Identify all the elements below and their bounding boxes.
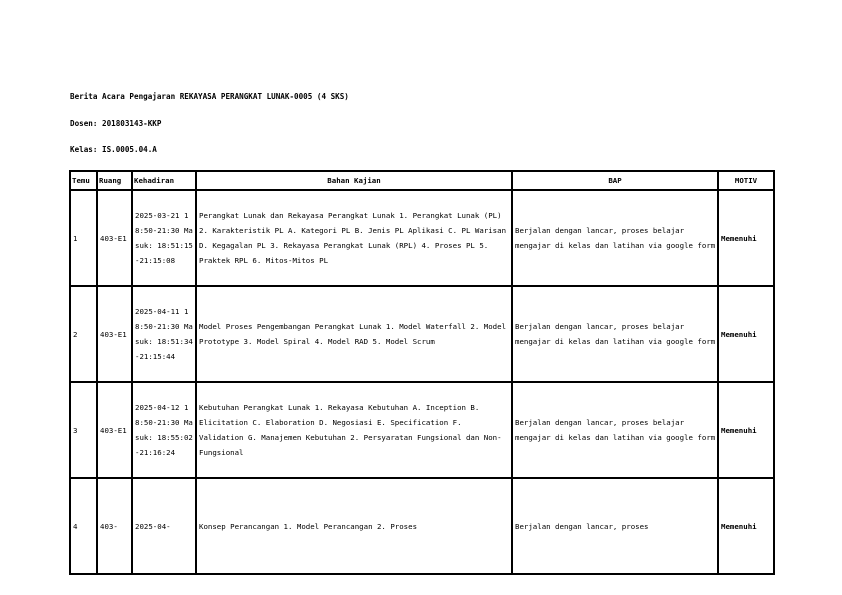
cell-kehadiran: 2025-04-11 18:50-21:30 Masuk: 18:51:34 -21:15:44 <box>133 287 197 383</box>
cell-temu: 2 <box>71 287 98 383</box>
table-row <box>71 191 775 287</box>
cell-motiv: Memenuhi <box>719 383 775 479</box>
table-header-row <box>71 172 775 191</box>
cell-bahan-kajian: Perangkat Lunak dan Rekayasa Perangkat Lunak 1. Perangkat Lunak (PL) 2. Karakteristik PL A. Kategori PL B. Jenis PL Aplikasi C. PL Warisan D. Kegagalan PL 3. Rekayasa Perangkat Lunak (RPL) 4. Proses PL 5. Praktek RPL 6. Mitos-Mitos PL <box>197 191 513 287</box>
column-header-motiv: MOTIV <box>719 172 775 191</box>
cell-temu: 3 <box>71 383 98 479</box>
cell-motiv: Memenuhi <box>719 287 775 383</box>
cell-bap: Berjalan dengan lancar, proses <box>513 479 719 575</box>
table-row <box>71 479 775 575</box>
cell-kehadiran: 2025-03-21 18:50-21:30 Masuk: 18:51:15 -21:15:08 <box>133 191 197 287</box>
cell-ruang: 403- <box>98 479 133 575</box>
cell-bap: Berjalan dengan lancar, proses belajar mengajar di kelas dan latihan via google form <box>513 287 719 383</box>
table-row <box>71 383 775 479</box>
cell-ruang: 403-E1 <box>98 287 133 383</box>
cell-bahan-kajian: Model Proses Pengembangan Perangkat Lunak 1. Model Waterfall 2. Model Prototype 3. Model Spiral 4. Model RAD 5. Model Scrum <box>197 287 513 383</box>
table-row <box>71 287 775 383</box>
cell-kehadiran: 2025-04-12 18:50-21:30 Masuk: 18:55:02 -21:16:24 <box>133 383 197 479</box>
cell-temu: 1 <box>71 191 98 287</box>
cell-kehadiran: 2025-04- <box>133 479 197 575</box>
cell-ruang: 403-E1 <box>98 191 133 287</box>
lecturer-line: Dosen: 201803143-KKP <box>70 119 162 128</box>
cell-motiv: Memenuhi <box>719 191 775 287</box>
cell-temu: 4 <box>71 479 98 575</box>
class-line: Kelas: IS.0005.04.A <box>70 145 157 154</box>
teaching-log-table <box>69 170 775 575</box>
cell-bahan-kajian: Konsep Perancangan 1. Model Perancangan 2. Proses <box>197 479 513 575</box>
cell-bap: Berjalan dengan lancar, proses belajar mengajar di kelas dan latihan via google form <box>513 383 719 479</box>
cell-bahan-kajian: Kebutuhan Perangkat Lunak 1. Rekayasa Kebutuhan A. Inception B. Elicitation C. Elaboration D. Negosiasi E. Specification F. Validation G. Manajemen Kebutuhan 2. Persyaratan Fungsional dan Non-Fungsional <box>197 383 513 479</box>
cell-ruang: 403-E1 <box>98 383 133 479</box>
column-header-temu: Temu <box>71 172 98 191</box>
document-title: Berita Acara Pengajaran REKAYASA PERANGKAT LUNAK-0005 (4 SKS) <box>70 92 349 101</box>
cell-bap: Berjalan dengan lancar, proses belajar mengajar di kelas dan latihan via google form <box>513 191 719 287</box>
cell-motiv: Memenuhi <box>719 479 775 575</box>
teaching-log-table-wrapper <box>69 170 774 531</box>
column-header-bahan-kajian: Bahan Kajian <box>197 172 513 191</box>
column-header-bap: BAP <box>513 172 719 191</box>
column-header-kehadiran: Kehadiran <box>133 172 197 191</box>
column-header-ruang: Ruang <box>98 172 133 191</box>
